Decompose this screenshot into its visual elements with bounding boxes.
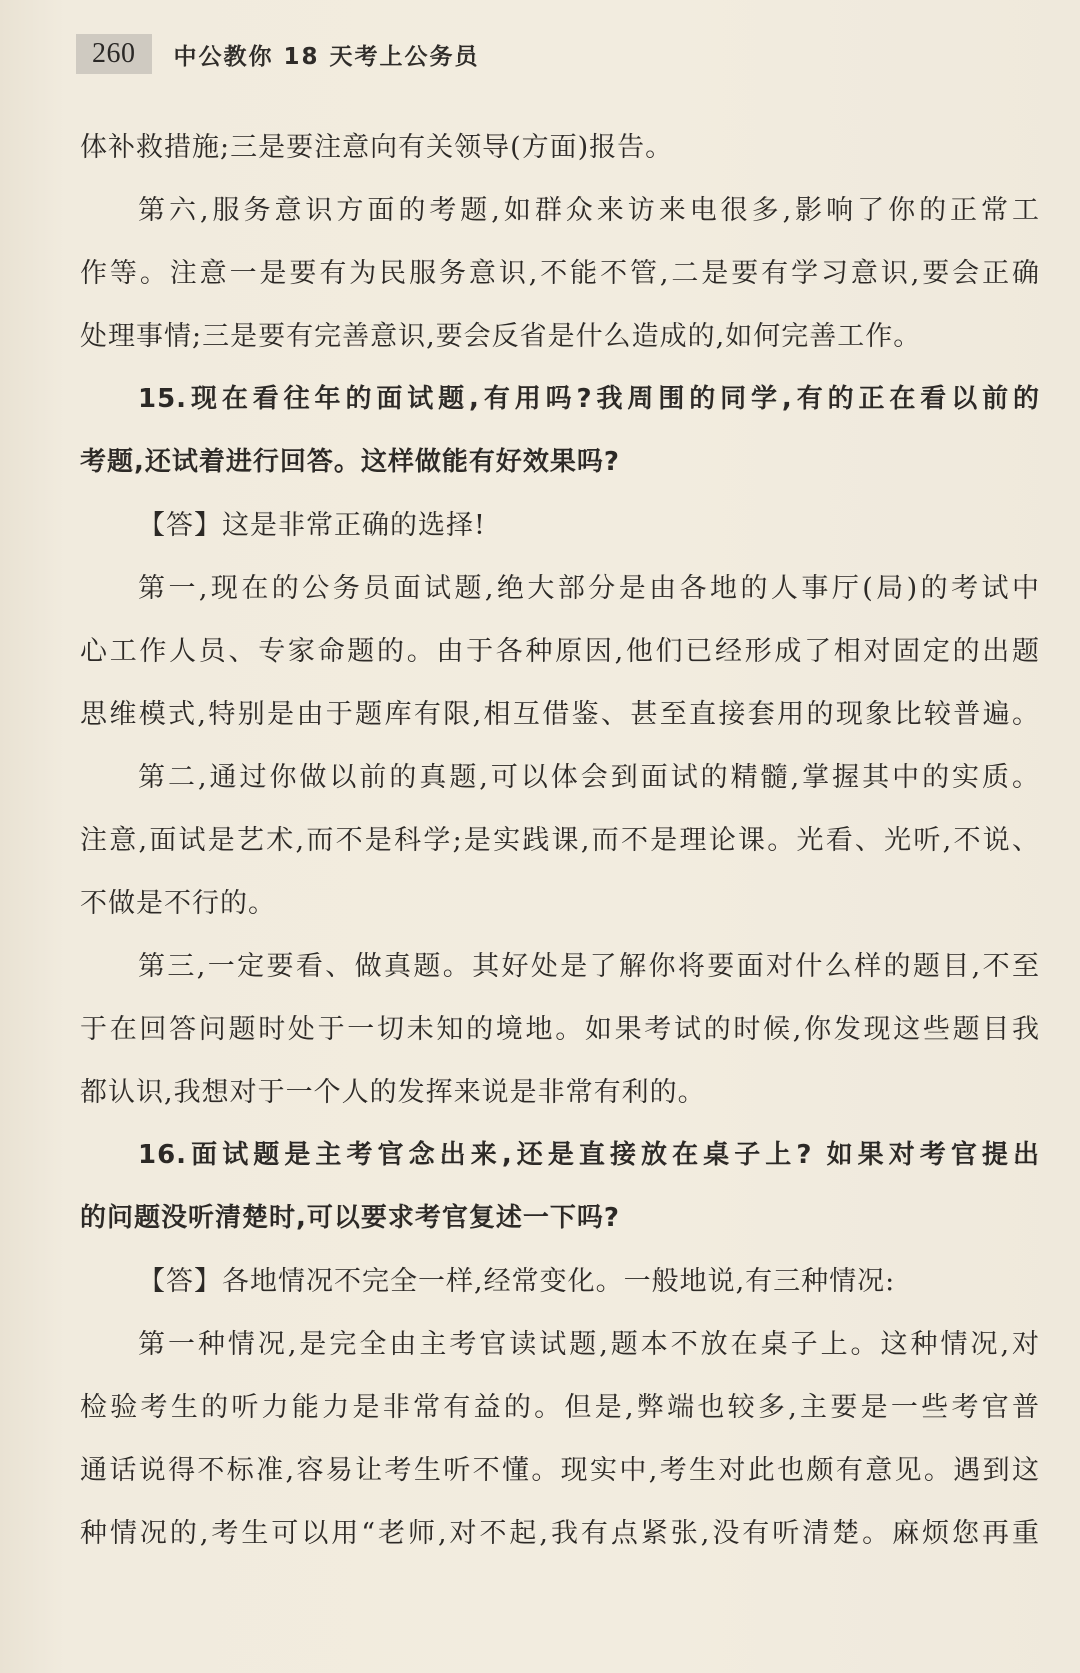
text-line: 心工作人员、专家命题的。由于各种原因,他们已经形成了相对固定的出题 xyxy=(80,636,1040,667)
page-body xyxy=(80,116,1040,1565)
page-number: 260 xyxy=(76,34,152,74)
text-line: 注意,面试是艺术,而不是科学;是实践课,而不是理论课。光看、光听,不说、 xyxy=(80,825,1040,856)
text-line: 【答】各地情况不完全一样,经常变化。一般地说,有三种情况: xyxy=(138,1266,896,1297)
text-line: 【答】这是非常正确的选择! xyxy=(138,510,486,541)
text-line: 第一种情况,是完全由主考官读试题,题本不放在桌子上。这种情况,对 xyxy=(138,1329,1040,1360)
question-line: 的问题没听清楚时,可以要求考官复述一下吗? xyxy=(80,1203,620,1233)
text-line: 作等。注意一是要有为民服务意识,不能不管,二是要有学习意识,要会正确 xyxy=(80,258,1040,289)
question-line: 15.现在看往年的面试题,有用吗?我周围的同学,有的正在看以前的 xyxy=(138,384,1040,414)
text-line: 不做是不行的。 xyxy=(80,888,276,919)
page-header xyxy=(76,28,480,80)
question-line: 考题,还试着进行回答。这样做能有好效果吗? xyxy=(80,447,620,477)
text-line: 思维模式,特别是由于题库有限,相互借鉴、甚至直接套用的现象比较普遍。 xyxy=(80,699,1040,730)
text-line: 检验考生的听力能力是非常有益的。但是,弊端也较多,主要是一些考官普 xyxy=(80,1392,1040,1423)
text-line: 第二,通过你做以前的真题,可以体会到面试的精髓,掌握其中的实质。 xyxy=(138,762,1040,793)
text-line: 种情况的,考生可以用“老师,对不起,我有点紧张,没有听清楚。麻烦您再重 xyxy=(80,1518,1040,1549)
text-line: 通话说得不标准,容易让考生听不懂。现实中,考生对此也颇有意见。遇到这 xyxy=(80,1455,1040,1486)
text-line: 体补救措施;三是要注意向有关领导(方面)报告。 xyxy=(80,132,674,163)
text-line: 第一,现在的公务员面试题,绝大部分是由各地的人事厅(局)的考试中 xyxy=(138,573,1040,604)
book-title: 中公教你 18 天考上公务员 xyxy=(173,43,480,70)
text-line: 都认识,我想对于一个人的发挥来说是非常有利的。 xyxy=(80,1077,706,1108)
question-line: 16.面试题是主考官念出来,还是直接放在桌子上? 如果对考官提出 xyxy=(138,1140,1040,1170)
text-line: 第三,一定要看、做真题。其好处是了解你将要面对什么样的题目,不至 xyxy=(138,951,1040,982)
text-line: 第六,服务意识方面的考题,如群众来访来电很多,影响了你的正常工 xyxy=(138,195,1040,226)
text-line: 于在回答问题时处于一切未知的境地。如果考试的时候,你发现这些题目我 xyxy=(80,1014,1040,1045)
text-line: 处理事情;三是要有完善意识,要会反省是什么造成的,如何完善工作。 xyxy=(80,321,922,352)
